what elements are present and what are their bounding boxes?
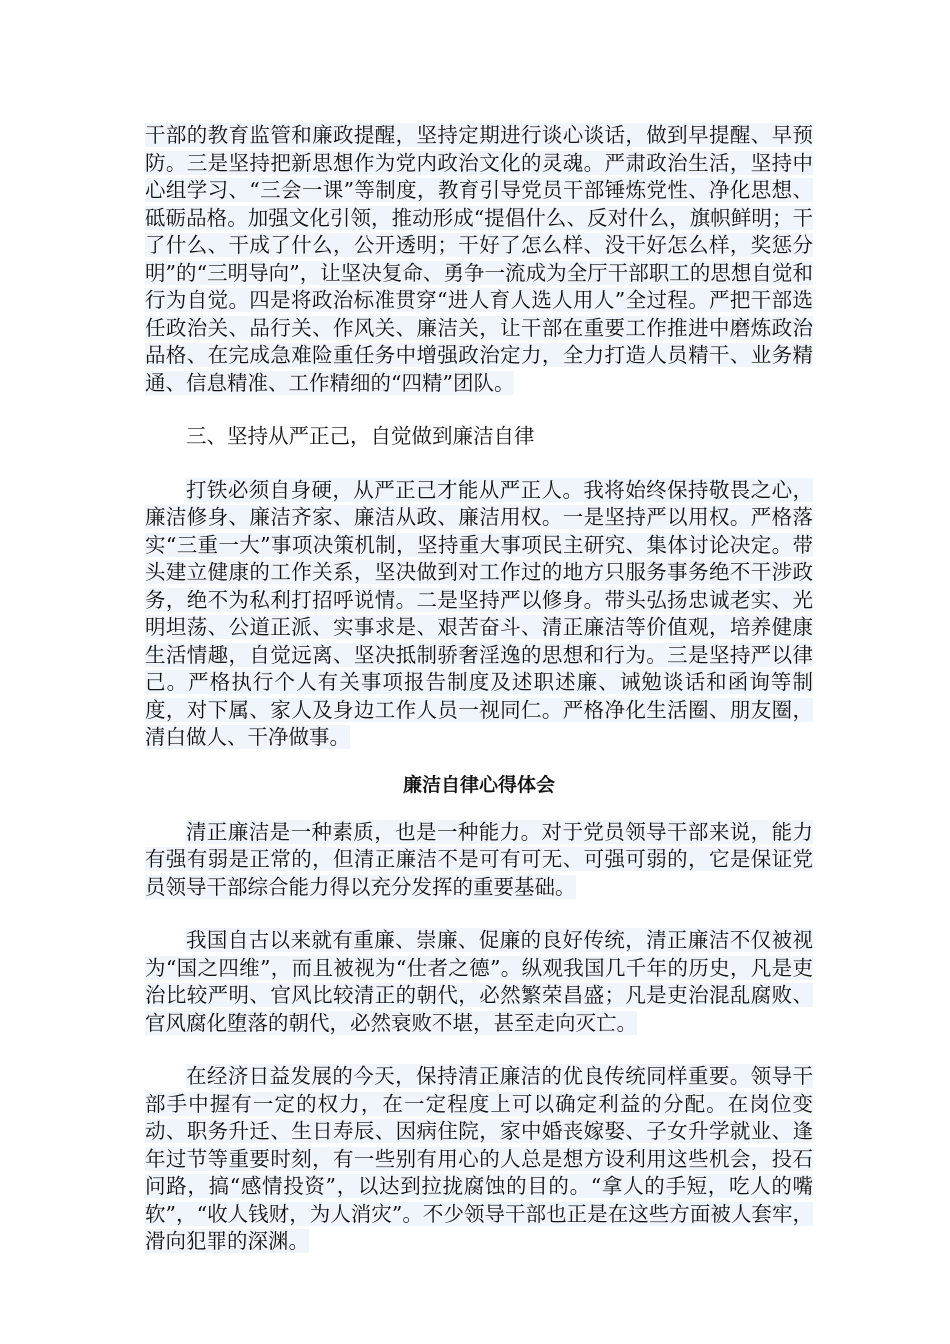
article-title: 廉洁自律心得体会 bbox=[402, 773, 555, 796]
paragraph-history bbox=[145, 927, 813, 1037]
paragraph-text: 清正廉洁是一种素质，也是一种能力。对于党员领导干部来说，能力有强有弱是正常的，但清正廉洁不是可有可无、可强可弱的，它是保证党员领导干部综合能力得以充分发挥的重要基础。 bbox=[145, 819, 813, 899]
paragraph-integrity-ability bbox=[145, 819, 813, 902]
paragraph-text: 我国自古以来就有重廉、崇廉、促廉的良好传统，清正廉洁不仅被视为“国之四维”，而且被视为“仕者之德”。纵观我国几千年的历史，凡是吏治比较严明、官风比较清正的朝代，必然繁荣昌盛；凡是吏治混乱腐败、官风腐化堕落的朝代，必然衰败不堪，甚至走向灭亡。 bbox=[145, 928, 813, 1035]
paragraph-text: 干部的教育监管和廉政提醒，坚持定期进行谈心谈话，做到早提醒、早预防。三是坚持把新思想作为党内政治文化的灵魂。严肃政治生活，坚持中心组学习、“三会一课”等制度，教育引导党员干部锤炼党性、净化思想、砥砺品格。加强文化引领，推动形成“提倡什么、反对什么，旗帜鲜明；干了什么、干成了什么，公开透明；干好了怎么样、没干好怎么样，奖惩分明”的“三明导向”，让坚决复命、勇争一流成为全厅干部职工的思想自觉和行为自觉。四是将政治标准贯穿“进人育人选人用人”全过程。严把干部选任政治关、品行关、作风关、廉洁关，让干部在重要工作推进中磨炼政治品格、在完成急难险重任务中增强政治定力，全力打造人员精干、业务精通、信息精准、工作精细的“四精”团队。 bbox=[145, 123, 813, 395]
paragraph-today bbox=[145, 1063, 813, 1256]
paragraph-self-discipline bbox=[145, 477, 813, 752]
section-heading-3: 三、坚持从严正己，自觉做到廉洁自律 bbox=[186, 424, 535, 448]
document-page bbox=[145, 122, 813, 1256]
paragraph-text: 在经济日益发展的今天，保持清正廉洁的优良传统同样重要。领导干部手中握有一定的权力，在一定程度上可以确定利益的分配。在岗位变动、职务升迁、生日寿辰、因病住院，家中婚丧嫁娶、子女升学就业、逢年过节等重要时刻，有一些别有用心的人总是想方设利用这些机会，投石问路，搞“感情投资”，以达到拉拢腐蚀的目的。“拿人的手短，吃人的嘴软”，“收人钱财，为人消灾”。不少领导干部也正是在这些方面被人套牢，滑向犯罪的深渊。 bbox=[145, 1064, 813, 1253]
paragraph-continuation bbox=[145, 122, 813, 397]
paragraph-text: 打铁必须自身硬，从严正己才能从严正人。我将始终保持敬畏之心，廉洁修身、廉洁齐家、廉洁从政、廉洁用权。一是坚持严以用权。严格落实“三重一大”事项决策机制，坚持重大事项民主研究、集体讨论决定。带头建立健康的工作关系，坚决做到对工作过的地方只服务事务绝不干涉政务，绝不为私利打招呼说情。二是坚持严以修身。带头弘扬忠诚老实、光明坦荡、公道正派、实事求是、艰苦奋斗、清正廉洁等价值观，培养健康生活情趣，自觉远离、坚决抵制骄奢淫逸的思想和行为。三是坚持严以律己。严格执行个人有关事项报告制度及述职述廉、诫勉谈话和函询等制度，对下属、家人及身边工作人员一视同仁。严格净化生活圈、朋友圈，清白做人、干净做事。 bbox=[145, 477, 813, 749]
